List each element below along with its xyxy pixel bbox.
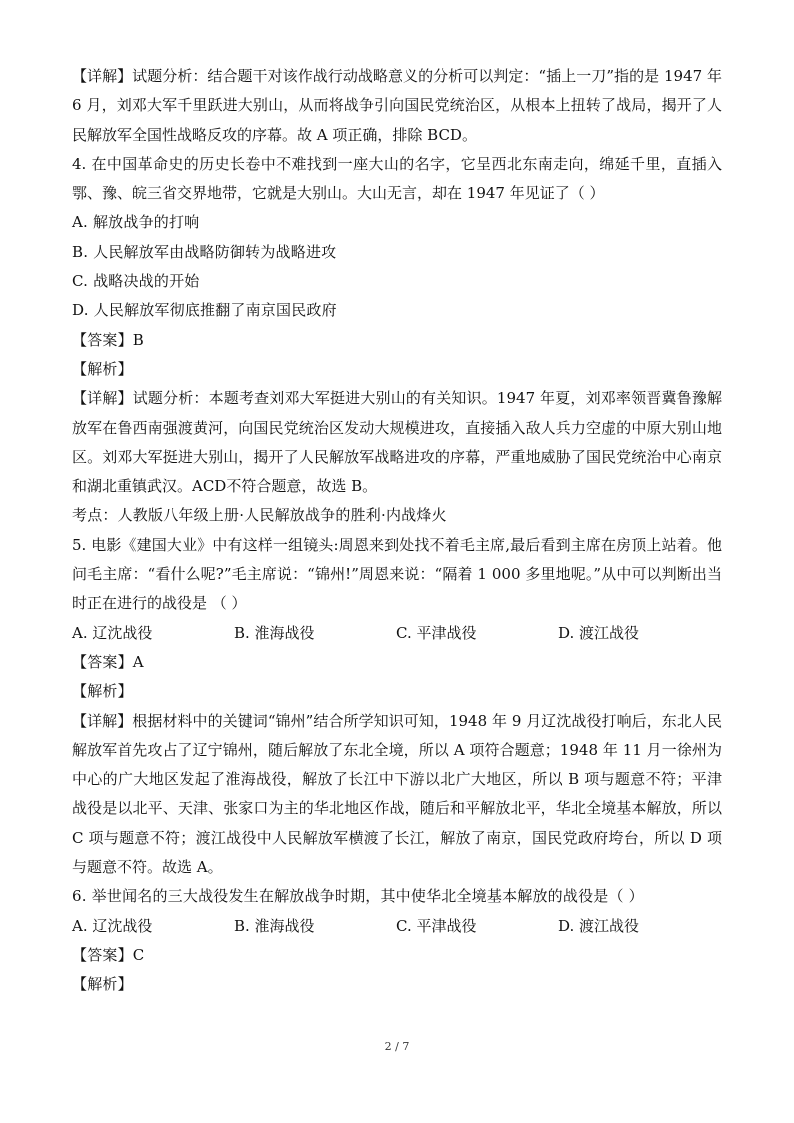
q4-analysis-label: 【解析】 [72, 359, 133, 378]
option-a: A. 辽沈战役 [72, 916, 153, 935]
q4-option-a: A. 解放战争的打响 [72, 213, 200, 232]
q3-detail: 【详解】试题分析：结合题干对该作战行动战略意义的分析可以判定：“插上一刀”指的是 1947 年 6 月，刘邓大军千里跃进大别山，从而将战争引向国民党统治区，从根本上扭转了战局，揭开了人民解放军全国性战略反攻的序幕。故 A 项正确，排除 BCD。 [72, 67, 722, 144]
option-d: D. 渡江战役 [558, 916, 640, 935]
q4-kaodian: 考点：人教版八年级上册·人民解放战争的胜利·内战烽火 [72, 506, 447, 525]
q5-stem: 5. 电影《建国大业》中有这样一组镜头:周恩来到处找不着毛主席,最后看到主席在房顶上站着。他问毛主席：“看什么呢?”毛主席说：“锦州!”周恩来说：“隔着 1 000 多里地呢。”从中可以判断出当时正在进行的战役是 （ ） [72, 535, 722, 613]
q4-option-b: B. 人民解放军由战略防御转为战略进攻 [72, 242, 337, 261]
q4-option-c: C. 战略决战的开始 [72, 272, 200, 291]
q5-answer: 【答案】A [72, 652, 144, 671]
option-d: D. 渡江战役 [558, 623, 640, 642]
q4-option-d: D. 人民解放军彻底推翻了南京国民政府 [72, 301, 337, 320]
q5-options [72, 619, 722, 648]
option-a: A. 辽沈战役 [72, 623, 153, 642]
option-b: B. 淮海战役 [234, 623, 315, 642]
q6-answer: 【答案】C [72, 945, 145, 964]
page-number: 2 / 7 [384, 1040, 410, 1053]
option-c: C. 平津战役 [396, 623, 477, 642]
q6-analysis-label: 【解析】 [72, 975, 133, 994]
q5-analysis-label: 【解析】 [72, 682, 133, 701]
option-b: B. 淮海战役 [234, 916, 315, 935]
q4-answer: 【答案】B [72, 330, 145, 349]
q4-stem: 4. 在中国革命史的历史长卷中不难找到一座大山的名字，它呈西北东南走向，绵延千里，直插入鄂、豫、皖三省交界地带，它就是大别山。大山无言，却在 1947 年见证了（ ） [72, 154, 722, 203]
q6-options [72, 912, 722, 941]
q4-detail: 【详解】试题分析：本题考查刘邓大军挺进大别山的有关知识。1947 年夏，刘邓率领晋冀鲁豫解放军在鲁西南强渡黄河，向国民党统治区发动大规模进攻，直接插入敌人兵力空虚的中原大别山地区。刘邓大军挺进大别山，揭开了人民解放军战略进攻的序幕，严重地威胁了国民党统治中心南京和湖北重镇武汉。ACD不符合题意，故选 B。 [72, 389, 722, 496]
q5-detail: 【详解】根据材料中的关键词“锦州”结合所学知识可知，1948 年 9 月辽沈战役打响后，东北人民解放军首先攻占了辽宁锦州，随后解放了东北全境，所以 A 项符合题意；1948 年 11 月一徐州为中心的广大地区发起了淮海战役，解放了长江中下游以北广大地区，所以 B 项与题意不符；平津战役是以北平、天津、张家口为主的华北地区作战，随后和平解放北平，华北全境基本解放，所以 C 项与题意不符；渡江战役中人民解放军横渡了长江，解放了南京，国民党政府垮台，所以 D 项与题意不符。故选 A。 [72, 711, 722, 877]
document-content [72, 62, 722, 1000]
q6-stem: 6. 举世闻名的三大战役发生在解放战争时期，其中使华北全境基本解放的战役是（ ） [72, 887, 644, 906]
option-c: C. 平津战役 [396, 916, 477, 935]
